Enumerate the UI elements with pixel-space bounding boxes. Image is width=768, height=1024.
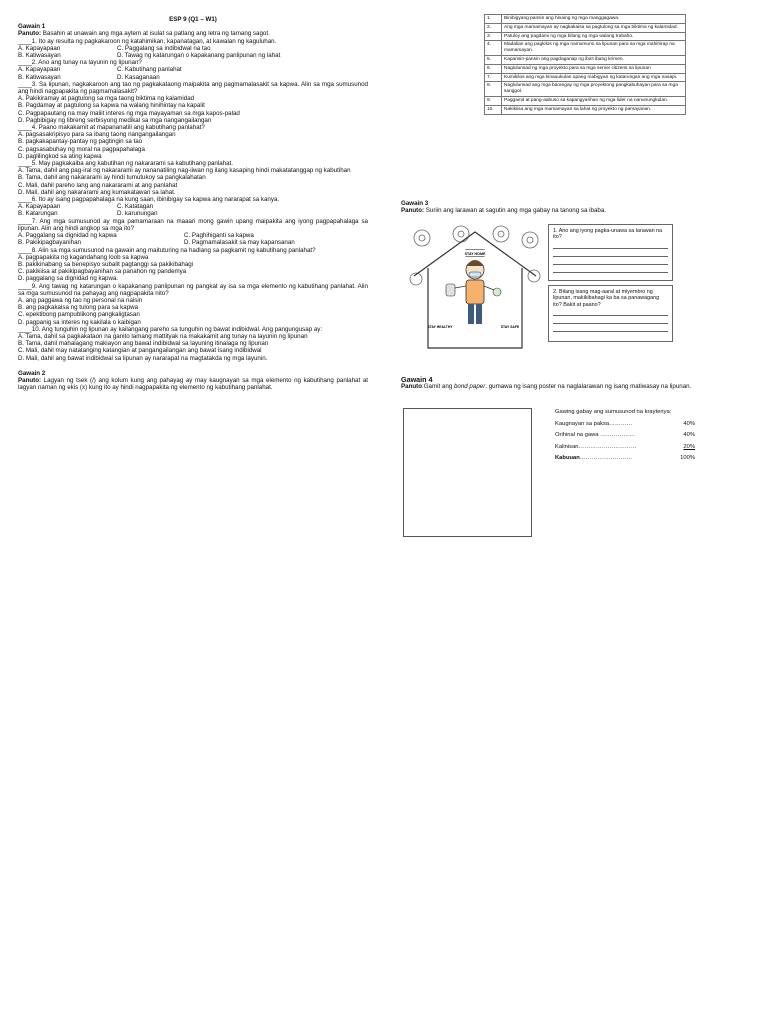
choice: B. Katiwasayan xyxy=(18,73,61,81)
answer-line[interactable] xyxy=(553,250,668,257)
row-number: 8. xyxy=(485,82,502,97)
row-statement: Naglulunsad ang mga barangay ng mga proyektong pangkabuhayan para sa mga sanggol. xyxy=(502,82,686,97)
choice: B. Katiwasayan xyxy=(18,52,61,60)
row-statement: Paggamit at pang-aabuso sa kapangyarihan ng mga lider na nanunungkulan. xyxy=(502,96,686,105)
row-number: 1 xyxy=(485,15,502,24)
criteria-row xyxy=(555,421,695,428)
choice-row xyxy=(18,52,368,59)
gawain2-title: Gawain 2 xyxy=(18,369,46,377)
choice: D. paglilingkod sa ating kapwa xyxy=(18,152,102,160)
criteria-value: 40% xyxy=(683,420,695,427)
choice: D. Pagmamalasakit sa may kapansanan xyxy=(184,239,295,247)
question-item: ____2. Ano ang tunay na layunin ng lipunan? xyxy=(18,59,142,67)
row-number: 5. xyxy=(485,55,502,64)
total-label: Kabuuan xyxy=(555,455,580,462)
row-statement: Madalian ang pagkilos ng mga namumuno sa lipunan para sa mga mahihirap na mamamayan. xyxy=(502,41,686,56)
criteria-value: 40% xyxy=(683,432,695,439)
choice: D. karunungan xyxy=(117,210,158,218)
choice: B. Tama, dahil mahalagang makiayon ang bawat indibidwal sa layuning itinalaga ng lipunan xyxy=(18,340,269,348)
table-row xyxy=(485,55,686,64)
choice: A. Kapayapaan xyxy=(18,44,61,52)
criteria-label: Kalinisan………………………… xyxy=(555,443,637,450)
choice: A. Tama, dahil sa pagkakataon na ganito lamang mattityak na makakamit ang tunay na layunin ng lipunan xyxy=(18,332,308,340)
choice: B. Tama, dahil ang nakararami ay hindi tumutukoy sa pangkalahatan xyxy=(18,174,206,182)
virus-icon xyxy=(453,226,469,242)
criteria-row xyxy=(555,444,695,451)
stay-home-illustration xyxy=(406,224,544,352)
virus-icon xyxy=(414,230,430,246)
gawain3-title: Gawain 3 xyxy=(401,200,429,207)
row-number: 3. xyxy=(485,32,502,41)
gawain1-items xyxy=(18,38,368,362)
gawain4-panuto-pre: :Gamit ang xyxy=(421,383,454,391)
choice: B. Pagdamay at pagtulong sa kapwa na walang hinihintay na kapalit xyxy=(18,102,205,110)
answer-line[interactable] xyxy=(553,242,668,249)
criteria-value: 20% xyxy=(683,443,695,450)
table-row xyxy=(485,23,686,32)
choice: D. pagpanig sa interes ng kakilala o kaibigan xyxy=(18,318,141,326)
row-number: 9. xyxy=(485,96,502,105)
question-1-box xyxy=(548,224,673,281)
choice: C. pagsasabuhay ng moral na pagpapahalaga xyxy=(18,145,145,153)
choice: C. Paghihiganti sa kapwa xyxy=(184,232,254,240)
poster-box[interactable] xyxy=(403,408,532,537)
left-column xyxy=(18,16,368,391)
row-number: 7. xyxy=(485,73,502,82)
choice-row xyxy=(18,239,368,246)
choice: A. pagsasakripisyo para sa ibang taong nangangailangan xyxy=(18,131,176,139)
choice: B. Pakikipagbayanihan xyxy=(18,239,81,247)
gawain3-section xyxy=(401,200,701,214)
choice: A. Kapayapaan xyxy=(18,66,61,74)
choice: C. Paggalang sa indibidwal na tao xyxy=(117,44,211,52)
choice: C. Katatagan xyxy=(117,203,154,211)
choice: B. pakikinabang sa benepisyo subalit pagtanggi sa pakikibahagi xyxy=(18,260,194,268)
choice: D. paggalang sa dignidad ng kapwa. xyxy=(18,275,119,283)
choice-row xyxy=(18,203,368,210)
choice-row xyxy=(18,232,368,239)
page-title: ESP 9 (Q1 – W1) xyxy=(169,16,217,23)
choice: C. Mali, dahil pareho lang ang nakararami at ang panlahat xyxy=(18,181,178,189)
choice: D. Mali, dahil ang bawat indibidwal sa lipunan ay nararapat na magtatakda ng mga layunin. xyxy=(18,354,268,362)
table-row xyxy=(485,82,686,97)
choice: A. Tama, dahil ang pag-iral ng nakararami ay nananatiling nag-iiwan ng ilang kasaping hindi makatatanggap ng kabutihan xyxy=(18,167,351,175)
table-row xyxy=(485,41,686,56)
row-number: 6. xyxy=(485,64,502,73)
boy-with-mask-icon xyxy=(446,260,501,324)
gawain2-section xyxy=(18,370,368,392)
question-item: ____10. Ang tunguhin ng lipunan ay kailangang pareho sa tunguhin ng bawat indibidwal. Ang pangungusap ay: xyxy=(18,325,323,333)
answer-line[interactable] xyxy=(553,317,668,324)
row-number: 10. xyxy=(485,105,502,114)
answer-line[interactable] xyxy=(553,258,668,265)
gawain4-panuto-italic: bond paper xyxy=(453,383,486,391)
criteria-box xyxy=(555,409,695,462)
row-statement: Binibigyang pansin ang hinaing ng mga manggagawa. xyxy=(502,15,686,24)
choice: A. ang paggawa ng tao ng personal na naisin xyxy=(18,296,143,304)
answer-line[interactable] xyxy=(553,266,668,273)
table-row xyxy=(485,64,686,73)
question-item: ____9. Ang tawag ng katarungan o kapakanang panlipunan ng pangkat ay isa sa mga elemento ng kabutihang panlahat. Alin sa mga sumusunod na pahayag ang nagpapakita nito? xyxy=(18,282,368,297)
criteria-total xyxy=(555,455,695,462)
row-number: 4. xyxy=(485,41,502,56)
question-item: ____7. Ang mga sumusunod ay mga pamamaraan na maaari mong gawin upang maipakita ang iyong pagpapahalaga sa lipunan. Alin ang hindi angkop sa mga ito? xyxy=(18,217,368,232)
virus-icon xyxy=(493,226,509,242)
gawain4-instructions xyxy=(401,383,701,390)
criteria-label: Kaugnayan sa paksa………… xyxy=(555,420,633,427)
answer-line[interactable] xyxy=(553,325,668,332)
gawain4-panuto-post: , gumawa ng isang poster na naglalarawan ng isang matiwasay na lipunan. xyxy=(485,383,692,391)
table-row xyxy=(485,15,686,24)
choice: A. Pakikiramay at pagtulong sa mga taong biktima ng kalamidad xyxy=(18,95,195,103)
gawain2-instructions xyxy=(18,377,368,391)
choice: C. Mali, dahil may natatanging katangian at pangangailangan ang bawat isang indibidwal xyxy=(18,347,262,355)
row-number: 2. xyxy=(485,23,502,32)
question-2-text: 2. Bilang isang mag-aaral at miyembro ng lipunan, makikibahagi ka ba sa panawagang ito? Bakit at paano? xyxy=(553,289,660,308)
label-stay-home: STAY HOME xyxy=(464,252,486,256)
gawain4-section xyxy=(401,376,701,390)
gawain3-panuto-text: Suriin ang larawan at sagutin ang mga gabay na tanong sa ibaba. xyxy=(425,207,607,215)
answer-line[interactable] xyxy=(553,309,668,316)
gawain3-questions xyxy=(548,224,673,352)
gawain2-panuto-text: Lagyan ng tsek (/) ang kolum kung ang pahayag ay may kaugnayan sa mga elemento ng kabutihang panlahat at lagyan naman ng ekis (x) kung ito ay hindi nagpapakita ng elemento ng kabutihang panlahat. xyxy=(18,376,368,392)
choice: D. Pagbibigay ng libreng serbisyong medikal sa mga nangangailangan xyxy=(18,116,212,124)
row-statement: Nakikiisa ang mga mamamayan sa lahat ng proyekto ng pamayanan. xyxy=(502,105,686,114)
row-statement: Patuloy ang pagdami ng mga bilang ng mga walang trabaho. xyxy=(502,32,686,41)
question-item: ____5. May pagkakaiba ang kabutihan ng nakararami sa kabutihang panlahat. xyxy=(18,160,233,168)
choice-row xyxy=(18,210,368,217)
table-row xyxy=(485,32,686,41)
choice: B. ang pagkakaisa ng tulong para sa kapwa xyxy=(18,304,139,312)
gawain3-panuto-label: Panuto: xyxy=(401,207,425,215)
choice: C. pakikiisa at pakikipagbayanihan sa panahon ng pandemya xyxy=(18,268,187,276)
choice: A. Paggalang sa dignidad ng kapwa xyxy=(18,232,117,240)
choice: D. Tawag ng katarungan o kapakanang panlipunan ng lahat xyxy=(117,52,281,60)
gawain4-panuto-label: Panuto xyxy=(401,383,422,391)
gawain4-title: Gawain 4 xyxy=(401,375,433,384)
label-stay-healthy: STAY HEALTHY xyxy=(427,325,453,329)
choice: B. pagkakapantay-pantay ng pagtingin sa tao xyxy=(18,138,143,146)
gawain3-instructions xyxy=(401,207,701,214)
choice: D. Mali, dahil ang nakararami ang kumakatawan sa lahat. xyxy=(18,188,176,196)
question-item: ____6. Ito ay isang pagpapahalaga na kung saan, ibinibigay sa kapwa ang nararapat sa kanya. xyxy=(18,196,280,204)
choice: A. pagpapakita ng kagandahang loob sa kapwa xyxy=(18,253,149,261)
choice: D. Kasaganaan xyxy=(117,73,160,81)
choice: C. Kabutihang panlahat xyxy=(117,66,182,74)
gawain2-table xyxy=(484,14,686,115)
question-item: ____3. Sa lipunan, nagkakaroon ang tao ng pagkakataong maipakita ang pagmamalasakit sa kapwa. Alin sa mga sumusunod ang hindi nagpapakita ng pagmamalasakit? xyxy=(18,80,368,96)
table-row xyxy=(485,96,686,105)
gawain1-instructions xyxy=(18,30,368,37)
choice: C. epektibong pampublikong pangkaligtasan xyxy=(18,311,140,319)
criteria-label: Orihinal na gawa ……………… xyxy=(555,432,635,439)
row-statement: Kumikilos ang mga kinauukulan upang mabigyan ng katarungan ang mga naaapi. xyxy=(502,73,686,82)
table-row xyxy=(485,105,686,114)
row-statement: Kapansin-pansin ang pagdaganap ng iba't ibang krimen. xyxy=(502,55,686,64)
gawain1-panuto-label: Panuto: xyxy=(18,30,42,38)
question-item: ____8. Alin sa mga sumusunod na gawain ang maituturing na hadlang sa pagkamit ng kabutihang panlahat? xyxy=(18,246,316,254)
criteria-list xyxy=(555,421,695,451)
gawain1-panuto-text: Basahin at unawain ang mga aytem at isulat sa patlang ang letra ng tamang sagot. xyxy=(42,30,270,38)
choice: C. Pagpapautang na may maliit interes ng mga mayayaman sa mga kapos-palad xyxy=(18,109,240,117)
total-value: 100% xyxy=(680,455,695,462)
choice-row xyxy=(18,74,368,81)
row-statement: Ang mga mamamayan ay nagkakaisa sa pagtulong sa mga biktima ng kalamidad. xyxy=(502,23,686,32)
question-item: ____1. Ito ay resulta ng pagkakaroon ng katahimikan, kapanatagan, at kawalan ng kaguluhan. xyxy=(18,37,277,45)
criteria-row xyxy=(555,432,695,439)
row-statement: Naglulunsad ng mga proyekto para sa mga senior citizens sa lipunan xyxy=(502,64,686,73)
criteria-intro: Gawing gabay ang sumusunod na krayteriya: xyxy=(555,409,672,415)
choice-row xyxy=(18,45,368,52)
gawain1-title: Gawain 1 xyxy=(18,23,46,31)
choice: B. Katarungan xyxy=(18,210,58,218)
choice-row xyxy=(18,66,368,73)
choice: A. Kapayapaan xyxy=(18,203,61,211)
virus-icon xyxy=(522,232,538,248)
table-row xyxy=(485,73,686,82)
gawain2-panuto-label: Panuto: xyxy=(18,376,42,384)
total-dots: ……………………… xyxy=(579,455,632,462)
question-2-box xyxy=(548,285,673,342)
question-item: ____4. Paano makakamit at mapananatili ang kabutihang panlahat? xyxy=(18,124,205,132)
question-1-text: 1. Ano ang iyong pagka-unawa sa larawan na ito? xyxy=(553,228,663,241)
label-stay-safe: STAY SAFE xyxy=(500,325,520,329)
